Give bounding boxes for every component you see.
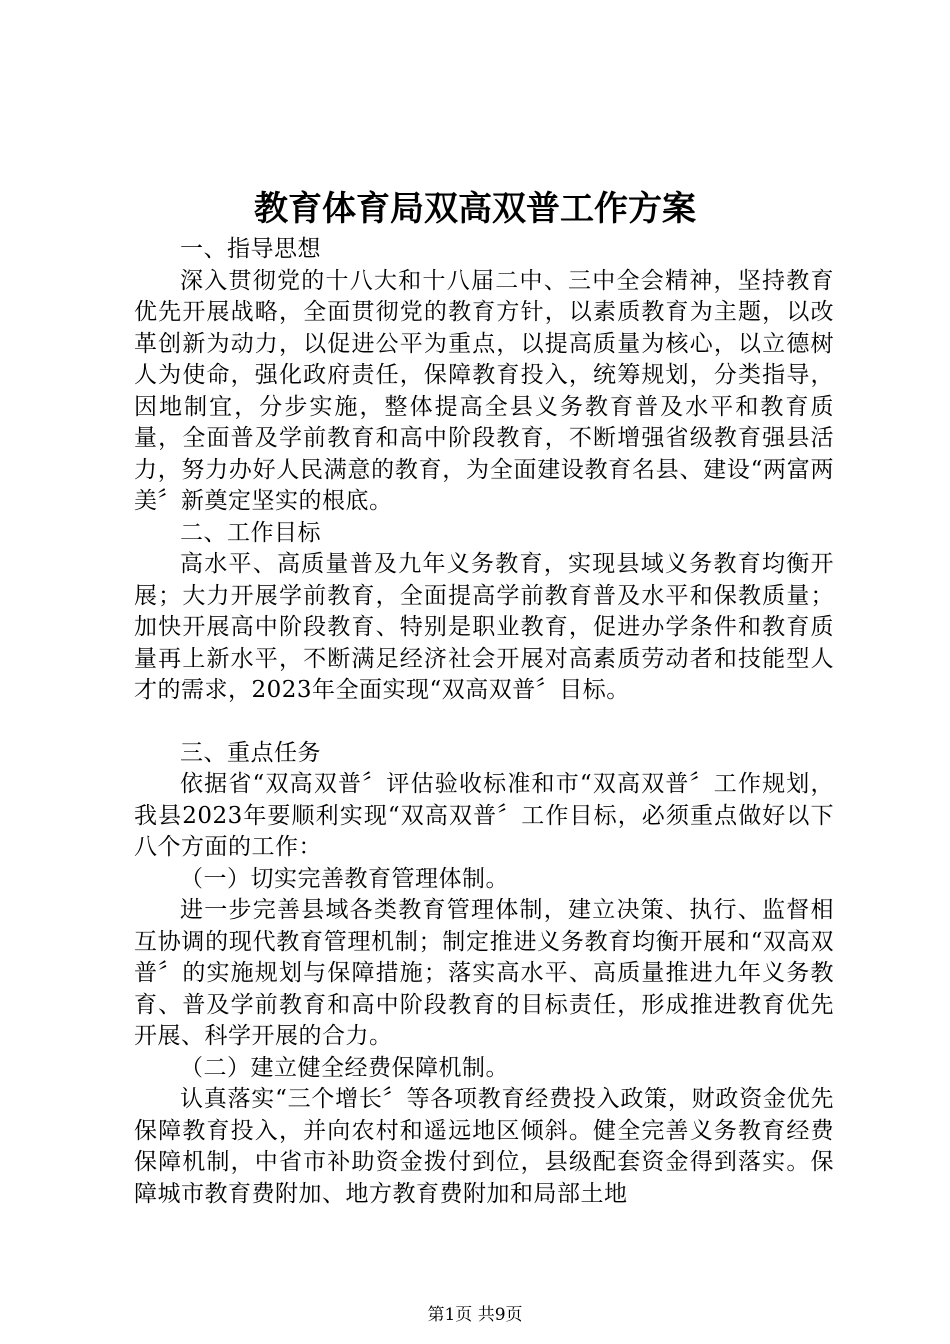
page-number-footer: 第1页 共9页 — [427, 1305, 523, 1325]
paragraph-work-goals: 高水平、高质量普及九年义务教育，实现县域义务教育均衡开展；大力开展学前教育，全面提高学前教育普及水平和保教质量；加快开展高中阶段教育、特别是职业教育，促进办学条件和教育质量再上新水平，不断满足经济社会开展对高素质劳动者和技能型人才的需求，2023年全面实现“双高双普〞目标。 — [134, 551, 834, 703]
paragraph-guiding-ideology: 深入贯彻党的十八大和十八届二中、三中全会精神，坚持教育优先开展战略，全面贯彻党的教育方针，以素质教育为主题，以改革创新为动力，以促进公平为重点，以提高质量为核心，以立德树人为使命，强化政府责任，保障教育投入，统筹规划，分类指导，因地制宜，分步实施，整体提高全县义务教育普及水平和教育质量，全面普及学前教育和高中阶段教育，不断增强省级教育强县活力，努力办好人民满意的教育，为全面建设教育名县、建设“两富两美〞新奠定坚实的根底。 — [134, 267, 834, 514]
page-title: 教育体育局双高双普工作方案 — [254, 189, 696, 229]
paragraph-gap — [134, 707, 834, 738]
section-heading-work-goals: 二、工作目标 — [180, 519, 321, 546]
section-heading-key-tasks: 三、重点任务 — [180, 739, 321, 766]
paragraph-key-tasks: 依据省“双高双普〞评估验收标准和市“双高双普〞工作规划，我县2023年要顺利实现“双高双普〞工作目标，必须重点做好以下八个方面的工作： — [134, 771, 834, 860]
section-heading-guiding-ideology: 一、指导思想 — [180, 236, 321, 262]
subsection-heading-management-system: （一）切实完善教育管理体制。 — [180, 865, 509, 892]
document-body — [134, 234, 834, 1210]
paragraph-management-system: 进一步完善县域各类教育管理体制，建立决策、执行、监督相互协调的现代教育管理机制；制定推进义务教育均衡开展和“双高双普〞的实施规划与保障措施；落实高水平、高质量推进九年义务教育、普及学前教育和高中阶段教育的目标责任，形成推进教育优先开展、科学开展的合力。 — [134, 897, 834, 1049]
paragraph-funding-mechanism: 认真落实“三个增长〞等各项教育经费投入政策，财政资金优先保障教育投入，并向农村和遥远地区倾斜。健全完善义务教育经费保障机制，中省市补助资金拨付到位，县级配套资金得到落实。保障城市教育费附加、地方教育费附加和局部土地 — [134, 1086, 834, 1207]
subsection-heading-funding-mechanism: （二）建立健全经费保障机制。 — [180, 1054, 509, 1081]
